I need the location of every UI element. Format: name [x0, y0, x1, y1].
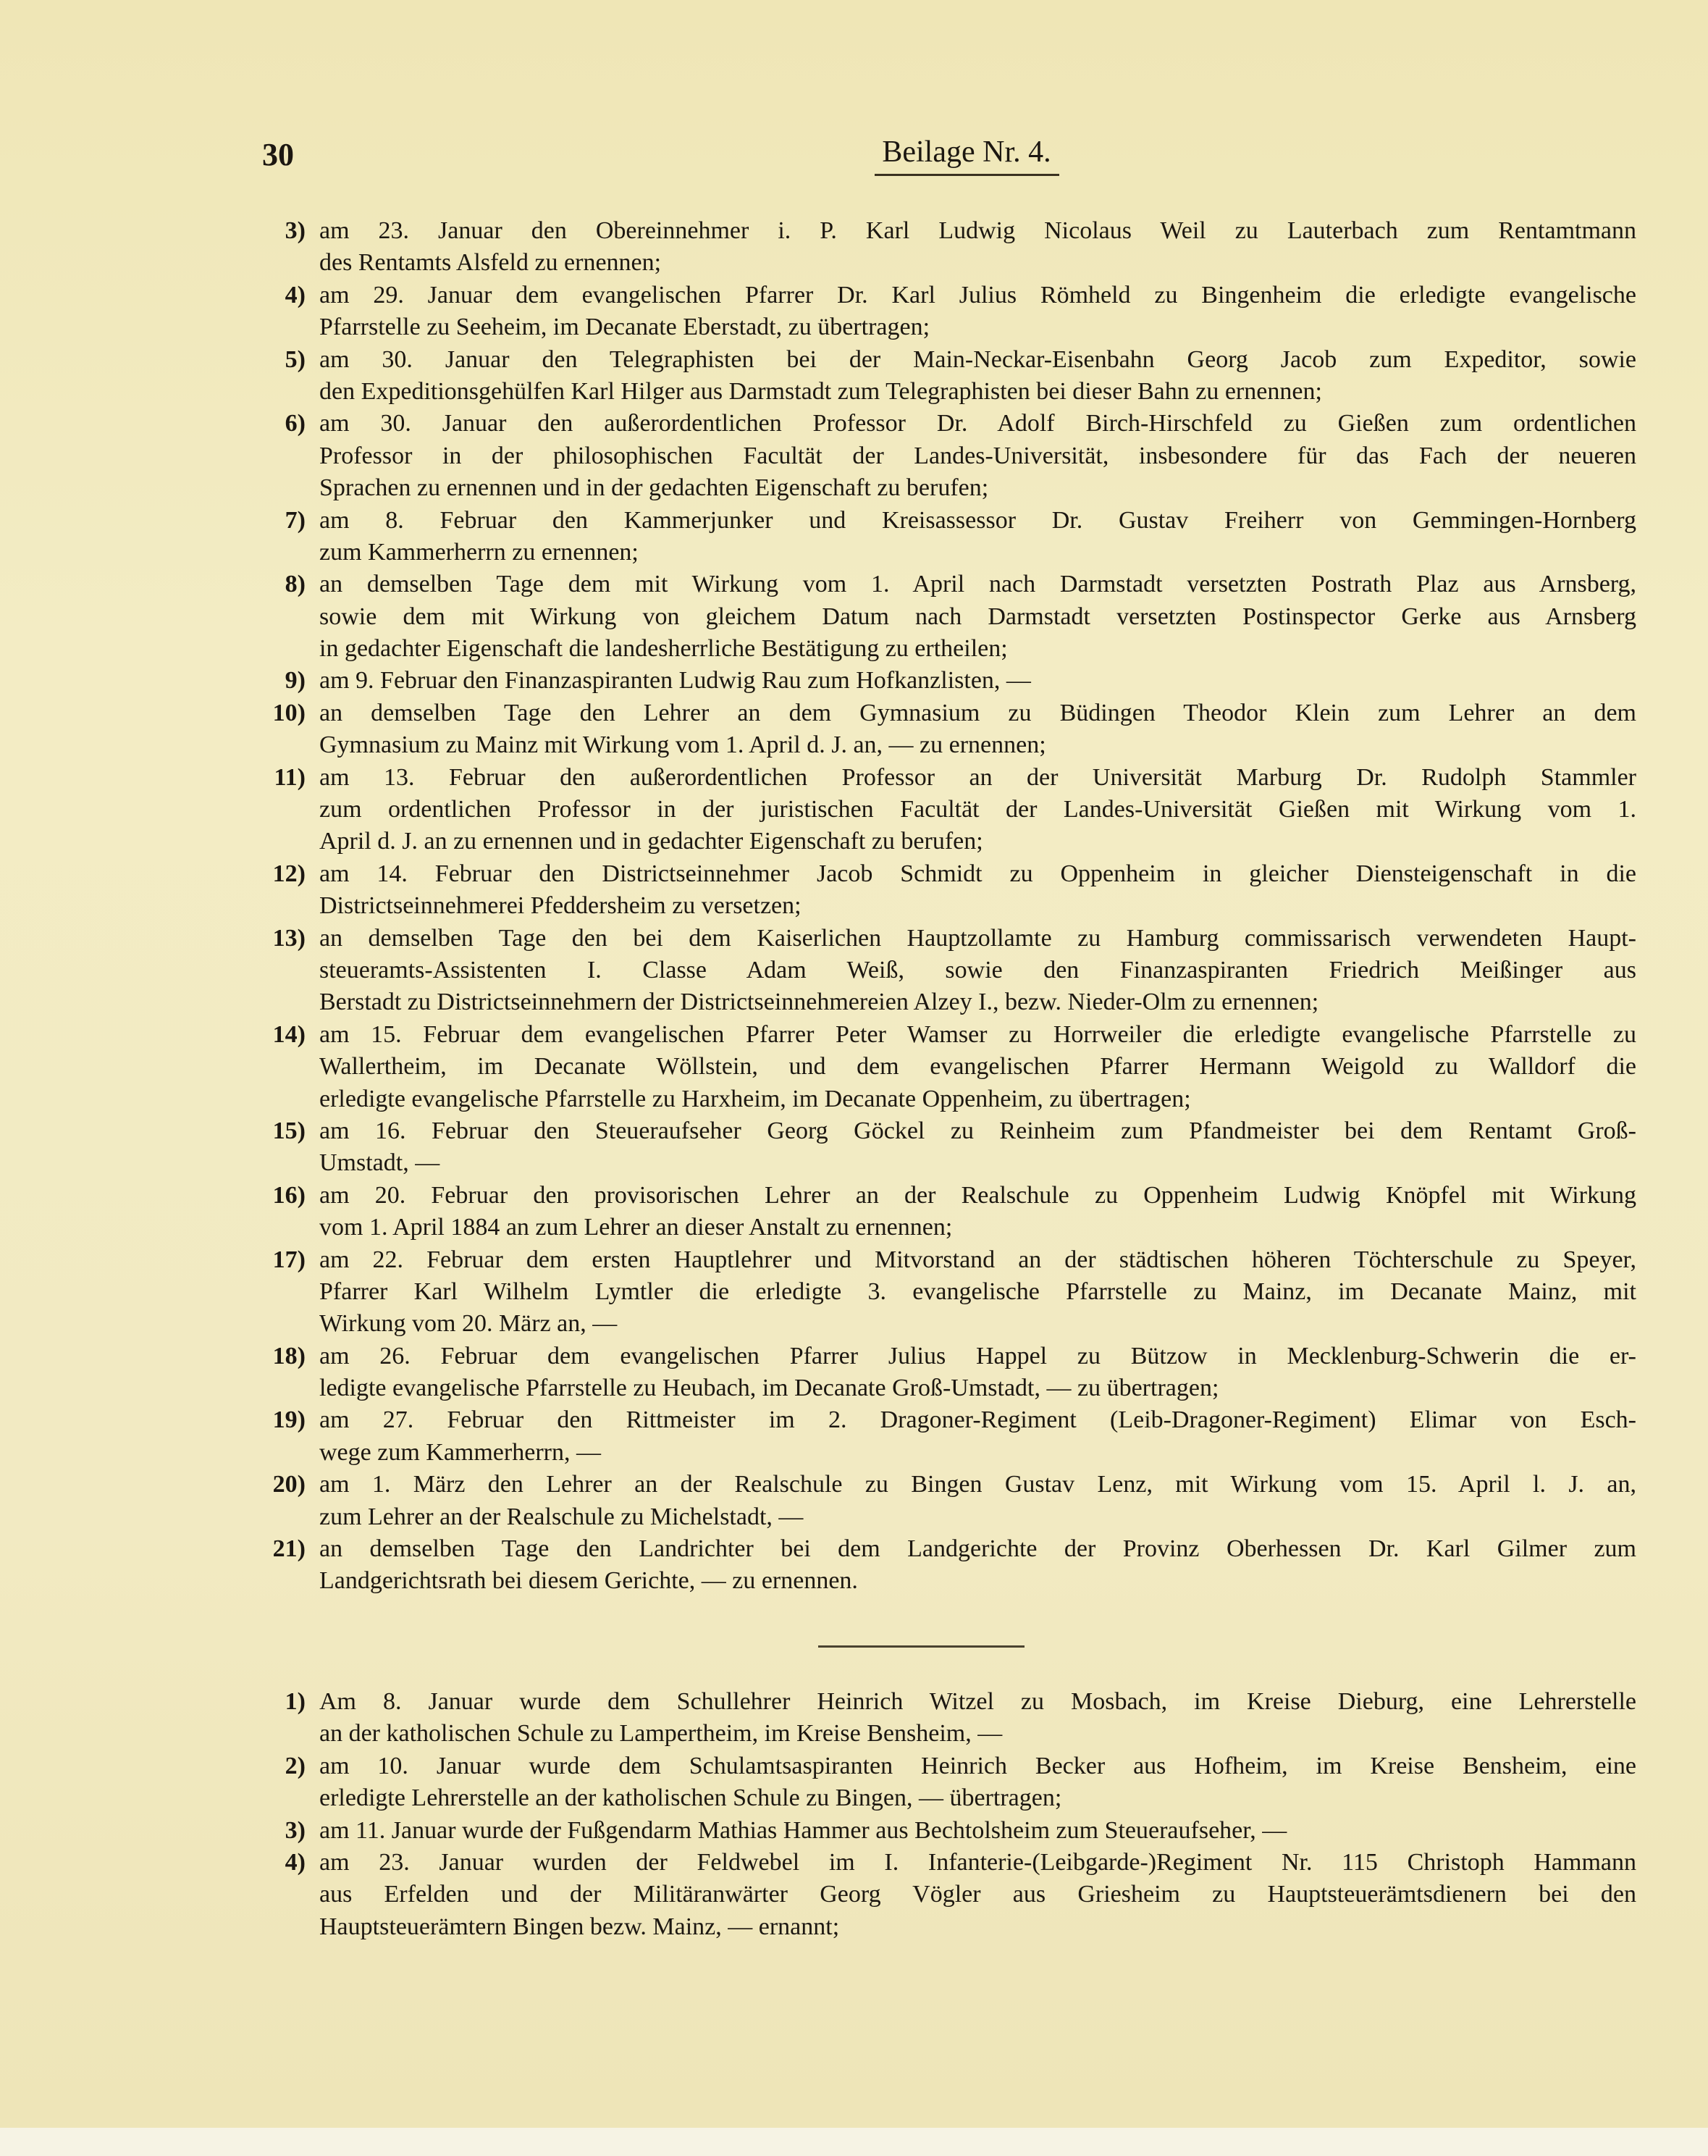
running-title: Beilage Nr. 4.: [882, 135, 1051, 169]
item-number: 2): [285, 1752, 306, 1779]
item-text-line: am 9. Februar den Finanzaspiranten Ludwig Rau zum Hofkanzlisten, —: [319, 667, 1031, 695]
list-item: [261, 1847, 1636, 1943]
item-number: 4): [285, 281, 306, 309]
item-text-line: Berstadt zu Districtseinnehmern der Districtseinnehmereien Alzey I., bezw. Nieder-Olm zu ernennen;: [319, 989, 1319, 1016]
item-text-line: Sprachen zu ernennen und in der gedachten Eigenschaft zu berufen;: [319, 474, 989, 502]
list-item: [261, 280, 1636, 344]
item-text-line: Hauptsteuerämtern Bingen bezw. Mainz, — ernannt;: [319, 1913, 840, 1940]
list-item: [261, 858, 1636, 923]
item-number: 3): [285, 1816, 306, 1844]
transfers-list: [261, 1686, 1636, 1943]
item-text-line: am 22. Februar dem ersten Hauptlehrer und Mitvorstand an der städtischen höheren Töchterschule zu Speyer,: [319, 1246, 1636, 1273]
item-text-line: am 8. Februar den Kammerjunker und Kreisassessor Dr. Gustav Freiherr von Gemmingen-Hornberg: [319, 506, 1636, 534]
list-item: [261, 215, 1636, 280]
item-text-line: aus Erfelden und der Militäranwärter Georg Vögler aus Griesheim zu Hauptsteuerämtsdienern bei den: [319, 1881, 1636, 1908]
item-text-line: am 11. Januar wurde der Fußgendarm Mathias Hammer aus Bechtolsheim zum Steueraufseher, —: [319, 1816, 1287, 1844]
item-text-line: an demselben Tage dem mit Wirkung vom 1. April nach Darmstadt versetzten Postrath Plaz aus Arnsberg,: [319, 571, 1636, 598]
list-item: [261, 1533, 1636, 1598]
item-text-line: am 14. Februar den Districtseinnehmer Jacob Schmidt zu Oppenheim in gleicher Diensteigenschaft in die: [319, 860, 1636, 887]
item-number: 5): [285, 345, 306, 373]
section-separator: [818, 1645, 1025, 1648]
item-text-line: am 20. Februar den provisorischen Lehrer an der Realschule zu Oppenheim Ludwig Knöpfel mit Wirkung: [319, 1181, 1636, 1209]
item-text-line: zum ordentlichen Professor in der juristischen Facultät der Landes-Universität Gießen mit Wirkung vom 1.: [319, 796, 1636, 823]
item-text-line: am 13. Februar den außerordentlichen Professor an der Universität Marburg Dr. Rudolph Stammler: [319, 763, 1636, 791]
item-number: 8): [285, 571, 306, 598]
item-text-line: in gedachter Eigenschaft die landesherrliche Bestätigung zu ertheilen;: [319, 635, 1008, 663]
item-number: 21): [272, 1535, 306, 1563]
item-text-line: steueramts-Assistenten I. Classe Adam Weiß, sowie den Finanzaspiranten Friedrich Meißinger aus: [319, 956, 1636, 983]
title-underline: [875, 174, 1059, 176]
list-item: [261, 1180, 1636, 1244]
list-item: [261, 569, 1636, 665]
item-number: 3): [285, 217, 306, 244]
item-number: 19): [272, 1406, 306, 1434]
item-number: 15): [272, 1117, 306, 1144]
appointments-list: [261, 215, 1636, 1598]
list-item: [261, 1019, 1636, 1115]
item-text-line: am 29. Januar dem evangelischen Pfarrer Dr. Karl Julius Römheld zu Bingenheim die erledigte evangelische: [319, 281, 1636, 309]
item-text-line: am 23. Januar wurden der Feldwebel im I. Infanterie-(Leibgarde-)Regiment Nr. 115 Christoph Hammann: [319, 1848, 1636, 1876]
item-text-line: Professor in der philosophischen Facultät der Landes-Universität, insbesondere für das Fach der neueren: [319, 442, 1636, 469]
item-text-line: wege zum Kammerherrn, —: [319, 1438, 601, 1466]
item-number: 9): [285, 667, 306, 695]
item-text-line: am 27. Februar den Rittmeister im 2. Dragoner-Regiment (Leib-Dragoner-Regiment) Elimar von Esch-: [319, 1406, 1636, 1434]
item-text-line: sowie dem mit Wirkung von gleichem Datum nach Darmstadt versetzten Postinspector Gerke aus Arnsberg: [319, 603, 1636, 630]
item-text-line: des Rentamts Alsfeld zu ernennen;: [319, 249, 662, 277]
item-text-line: April d. J. an zu ernennen und in gedachter Eigenschaft zu berufen;: [319, 828, 983, 855]
item-text-line: zum Kammerherrn zu ernennen;: [319, 538, 639, 566]
item-text-line: am 30. Januar den außerordentlichen Professor Dr. Adolf Birch-Hirschfeld zu Gießen zum ordentlichen: [319, 410, 1636, 437]
list-item: [261, 1686, 1636, 1750]
list-item: [261, 1815, 1636, 1847]
item-text-line: am 10. Januar wurde dem Schulamtsaspiranten Heinrich Becker aus Hofheim, im Kreise Bensheim, eine: [319, 1752, 1636, 1779]
item-number: 10): [272, 699, 306, 726]
item-number: 14): [272, 1020, 306, 1048]
item-text-line: Pfarrstelle zu Seeheim, im Decanate Eberstadt, zu übertragen;: [319, 314, 930, 341]
item-text-line: an demselben Tage den Landrichter bei dem Landgerichte der Provinz Oberhessen Dr. Karl Gilmer zum: [319, 1535, 1636, 1563]
page-bottom-edge: [0, 2128, 1708, 2156]
item-text-line: Districtseinnehmerei Pfeddersheim zu versetzen;: [319, 892, 802, 920]
item-text-line: vom 1. April 1884 an zum Lehrer an dieser Anstalt zu ernennen;: [319, 1214, 953, 1241]
item-text-line: Pfarrer Karl Wilhelm Lymtler die erledigte 3. evangelische Pfarrstelle zu Mainz, im Decanate Mainz, mit: [319, 1278, 1636, 1305]
item-text-line: zum Lehrer an der Realschule zu Michelstadt, —: [319, 1503, 804, 1530]
item-text-line: am 1. März den Lehrer an der Realschule zu Bingen Gustav Lenz, mit Wirkung vom 15. April l. J. an,: [319, 1471, 1636, 1498]
item-text-line: erledigte evangelische Pfarrstelle zu Harxheim, im Decanate Oppenheim, zu übertragen;: [319, 1085, 1191, 1112]
item-text-line: an der katholischen Schule zu Lampertheim, im Kreise Bensheim, —: [319, 1720, 1003, 1748]
list-item: [261, 408, 1636, 504]
item-text-line: am 30. Januar den Telegraphisten bei der Main-Neckar-Eisenbahn Georg Jacob zum Expeditor, sowie: [319, 345, 1636, 373]
page-number: 30: [262, 137, 294, 172]
list-item: [261, 1750, 1636, 1815]
item-text-line: Am 8. Januar wurde dem Schullehrer Heinrich Witzel zu Mosbach, im Kreise Dieburg, eine Lehrerstelle: [319, 1688, 1636, 1715]
item-text-line: Gymnasium zu Mainz mit Wirkung vom 1. April d. J. an, — zu ernennen;: [319, 731, 1046, 759]
item-text-line: erledigte Lehrerstelle an der katholischen Schule zu Bingen, — übertragen;: [319, 1784, 1062, 1812]
item-number: 4): [285, 1848, 306, 1876]
list-item: [261, 505, 1636, 569]
list-item: [261, 923, 1636, 1019]
item-text-line: den Expeditionsgehülfen Karl Hilger aus Darmstadt zum Telegraphisten bei dieser Bahn zu ernennen;: [319, 377, 1322, 405]
item-number: 20): [272, 1471, 306, 1498]
item-number: 7): [285, 506, 306, 534]
item-text-line: ledigte evangelische Pfarrstelle zu Heubach, im Decanate Groß-Umstadt, — zu übertragen;: [319, 1375, 1219, 1402]
item-number: 12): [272, 860, 306, 887]
item-text-line: am 23. Januar den Obereinnehmer i. P. Karl Ludwig Nicolaus Weil zu Lauterbach zum Rentamtmann: [319, 217, 1636, 244]
item-number: 1): [285, 1688, 306, 1715]
item-text-line: Wirkung vom 20. März an, —: [319, 1310, 618, 1338]
list-item: [261, 1244, 1636, 1341]
item-number: 13): [272, 924, 306, 952]
list-item: [261, 1115, 1636, 1180]
item-number: 16): [272, 1181, 306, 1209]
item-text-line: Landgerichtsrath bei diesem Gerichte, — zu ernennen.: [319, 1567, 858, 1595]
item-number: 18): [272, 1342, 306, 1369]
list-item: [261, 762, 1636, 858]
list-item: [261, 1469, 1636, 1533]
list-item: [261, 344, 1636, 408]
item-text-line: Wallertheim, im Decanate Wöllstein, und dem evangelischen Pfarrer Hermann Weigold zu Walldorf die: [319, 1053, 1636, 1081]
item-text-line: am 15. Februar dem evangelischen Pfarrer Peter Wamser zu Horrweiler die erledigte evangelische Pfarrstelle zu: [319, 1020, 1636, 1048]
item-number: 6): [285, 410, 306, 437]
list-item: [261, 1341, 1636, 1405]
item-text-line: am 16. Februar den Steueraufseher Georg Göckel zu Reinheim zum Pfandmeister bei dem Rentamt Groß-: [319, 1117, 1636, 1144]
item-number: 11): [274, 763, 306, 791]
list-item: [261, 697, 1636, 762]
list-item: [261, 1404, 1636, 1469]
item-number: 17): [272, 1246, 306, 1273]
item-text-line: an demselben Tage den Lehrer an dem Gymnasium zu Büdingen Theodor Klein zum Lehrer an dem: [319, 699, 1636, 726]
item-text-line: am 26. Februar dem evangelischen Pfarrer Julius Happel zu Bützow in Mecklenburg-Schwerin die er-: [319, 1342, 1636, 1369]
item-text-line: an demselben Tage den bei dem Kaiserlichen Hauptzollamte zu Hamburg commissarisch verwendeten Haupt-: [319, 924, 1636, 952]
list-item: [261, 665, 1636, 697]
item-text-line: Umstadt, —: [319, 1149, 440, 1177]
